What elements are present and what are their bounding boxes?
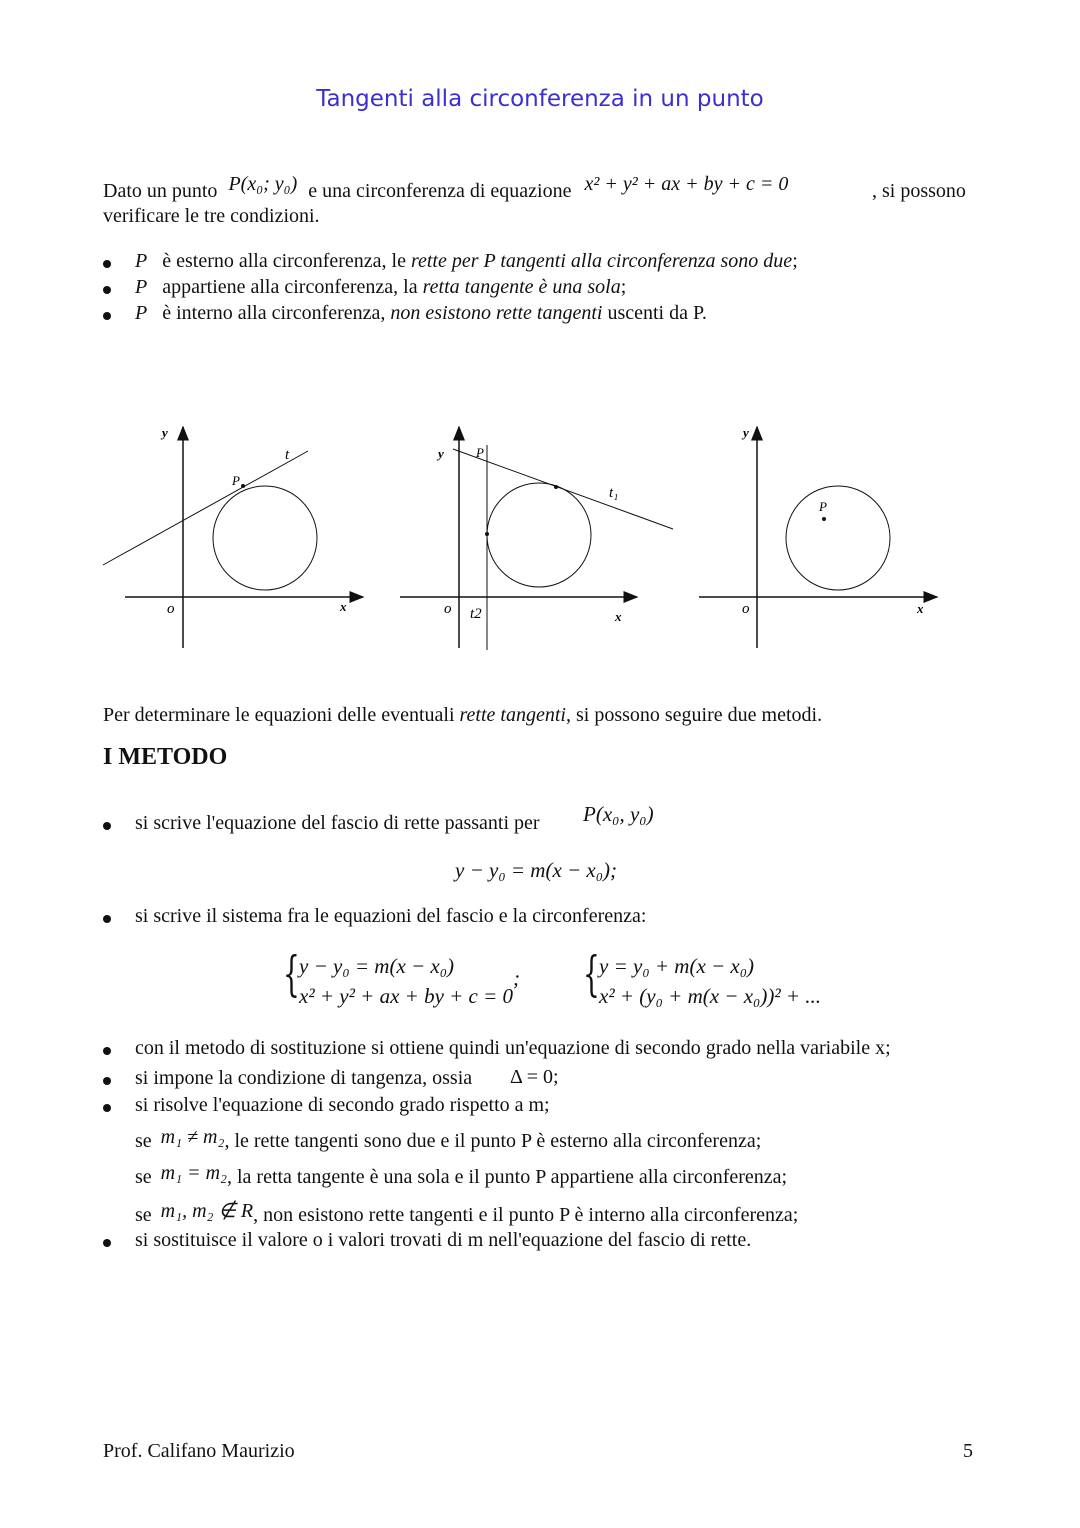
pencil-equation: y − y₀ = m(x − x₀); [455, 858, 618, 882]
tangent-line-t1 [453, 449, 673, 529]
intro-text-2: e una circonferenza di equazione [308, 180, 572, 202]
point-p [241, 484, 245, 488]
case-condition: m₁ ≠ m₂ [160, 1126, 225, 1148]
case-3 [135, 1202, 798, 1227]
bullet-icon [103, 915, 111, 923]
methods-intro-end: , si possono seguire due metodi. [565, 704, 823, 726]
case-text: , la retta tangente è una sola e il punto P appartiene alla circonferenza; [226, 1166, 788, 1188]
figure-external-point [103, 425, 363, 648]
tangency-condition: Δ = 0; [510, 1066, 559, 1088]
footer-author: Prof. Califano Maurizio [103, 1440, 295, 1462]
intro-line-1 [103, 173, 789, 203]
step-point: P(x₀, y₀) [583, 802, 654, 826]
methods-intro-italic: rette tangenti [459, 704, 566, 726]
condition-italic: rette per P tangenti alla circonferenza sono due [410, 250, 793, 272]
step-text: si sostituisce il valore o i valori trovati di m nell'equazione del fascio di rette. [135, 1229, 752, 1251]
intro-text-1: Dato un punto [103, 180, 218, 202]
condition-end: uscenti da P. [602, 302, 707, 324]
bullet-icon [103, 286, 111, 294]
tangency-point [554, 485, 558, 489]
y-label: y [438, 446, 444, 461]
condition-symbol: P [135, 250, 148, 272]
condition-end: ; [620, 276, 627, 298]
circle [213, 486, 317, 590]
bullet-icon [103, 1239, 111, 1247]
system-1-line-1: y − y₀ = m(x − x₀) [299, 954, 455, 978]
system-2-line-2: x² + (y₀ + m(x − x₀))² + ... [599, 984, 822, 1008]
t1-label: t₁ [609, 485, 619, 501]
case-se: se [135, 1166, 152, 1188]
step-text: si scrive l'equazione del fascio di rette passanti per [135, 812, 540, 834]
system-2-line-1: y = y₀ + m(x − x₀) [599, 954, 755, 978]
intro-line-2: verificare le tre condizioni. [103, 205, 320, 227]
methods-intro-text: Per determinare le equazioni delle eventuali [103, 704, 460, 726]
origin-label: o [167, 601, 175, 617]
intro-equation: x² + y² + ax + by + c = 0 [584, 173, 789, 195]
system-1-line-2: x² + y² + ax + by + c = 0 [299, 984, 514, 1008]
page-title: Tangenti alla circonferenza in un punto [316, 86, 764, 112]
circle [487, 483, 591, 587]
bullet-icon [103, 1077, 111, 1085]
bullet-icon [103, 312, 111, 320]
p-label: P [819, 499, 827, 514]
condition-symbol: P [135, 302, 148, 324]
x-label: x [340, 599, 347, 614]
step-text: si scrive il sistema fra le equazioni del fascio e la circonferenza: [135, 905, 647, 927]
figure-internal-point [699, 425, 937, 648]
condition-text: appartiene alla circonferenza, la [162, 276, 423, 298]
bullet-icon [103, 1104, 111, 1112]
page-number: 5 [963, 1440, 973, 1462]
case-condition: m₁, m₂ ∉ R [160, 1200, 254, 1222]
t-label: t [285, 447, 290, 463]
case-text: , le rette tangenti sono due e il punto P è esterno alla circonferenza; [224, 1130, 762, 1152]
origin-label: o [742, 601, 750, 617]
condition-text: è interno alla circonferenza, [162, 302, 391, 324]
step-text: si risolve l'equazione di secondo grado rispetto a m; [135, 1094, 550, 1116]
tangent-figures [95, 415, 955, 660]
t2-label: t2 [470, 606, 482, 622]
brace-icon: { [583, 946, 600, 1002]
tangent-line [103, 451, 308, 565]
case-text: , non esistono rette tangenti e il punto P è interno alla circonferenza; [253, 1204, 799, 1226]
condition-italic: non esistono rette tangenti [390, 302, 603, 324]
circle [786, 486, 890, 590]
case-se: se [135, 1130, 152, 1152]
bullet-icon [103, 260, 111, 268]
intro-point: P(x₀; y₀) [228, 173, 298, 195]
step-text: con il metodo di sostituzione si ottiene quindi un'equazione di secondo grado nella variabile x; [135, 1037, 891, 1059]
case-condition: m₁ = m₂ [160, 1162, 227, 1184]
condition-end: ; [792, 250, 798, 272]
condition-italic: retta tangente è una sola [422, 276, 621, 298]
bullet-icon [103, 822, 111, 830]
origin-label: o [444, 601, 452, 617]
p-label: P [232, 473, 240, 488]
case-1 [135, 1126, 762, 1153]
condition-text: è esterno alla circonferenza, le [162, 250, 411, 272]
methods-intro [103, 704, 822, 727]
tangency-point [485, 532, 489, 536]
case-2 [135, 1162, 788, 1189]
case-se: se [135, 1204, 152, 1226]
method-heading: I METODO [103, 744, 228, 770]
x-label: x [615, 609, 622, 624]
brace-icon: { [283, 946, 300, 1002]
bullet-icon [103, 1047, 111, 1055]
step-text: si impone la condizione di tangenza, ossia [135, 1067, 473, 1089]
y-label: y [743, 425, 749, 440]
y-label: y [162, 425, 168, 440]
condition-symbol: P [135, 276, 148, 298]
figure-tangent-point [400, 427, 673, 650]
system-separator: ; [513, 966, 520, 990]
intro-text-3: , si possono [872, 180, 966, 202]
point-p [822, 517, 826, 521]
x-label: x [917, 601, 924, 616]
p-label: P [476, 445, 484, 460]
